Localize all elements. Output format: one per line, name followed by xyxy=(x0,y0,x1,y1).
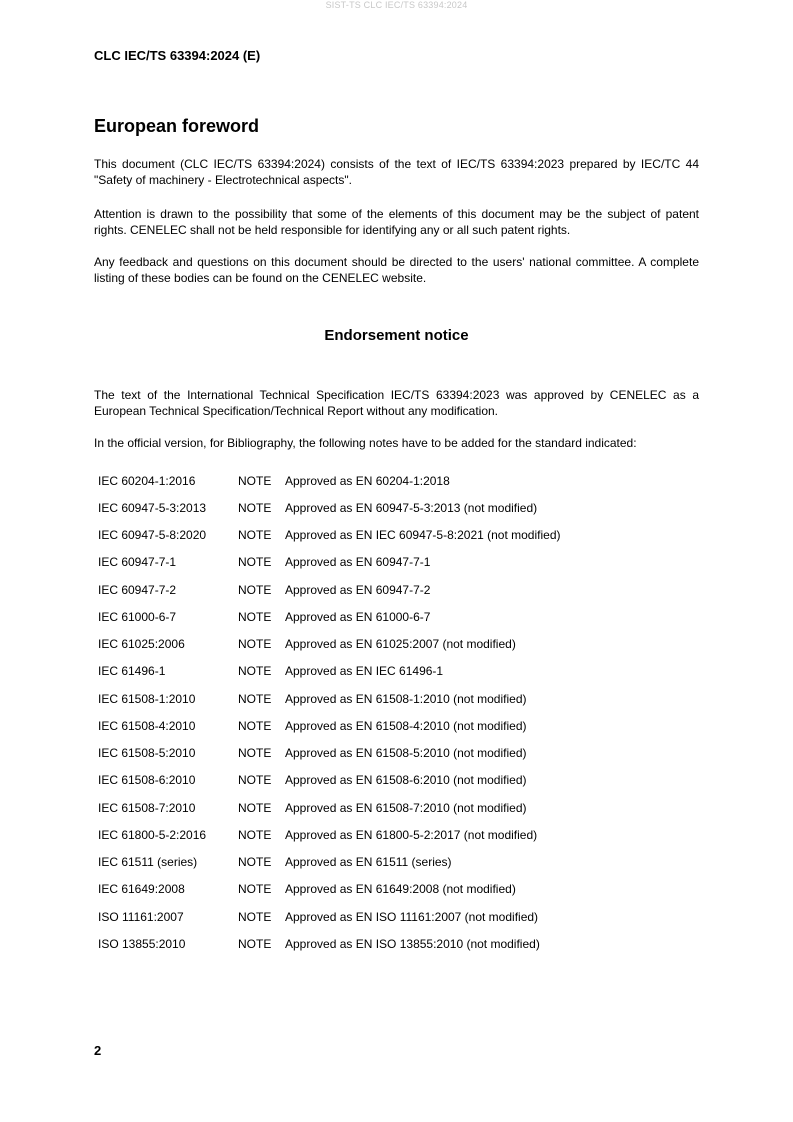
note-label: NOTE xyxy=(238,609,272,624)
table-row xyxy=(94,794,561,821)
note-label: NOTE xyxy=(238,936,272,951)
note-standard: IEC 60947-7-2 xyxy=(98,582,177,597)
endorsement-paragraph-1: The text of the International Technical Specification IEC/TS 63394:2023 was approved by CENELEC as a European Technical Specification/Technical Report without any modification. xyxy=(94,388,699,418)
table-row xyxy=(94,631,561,658)
note-text: Approved as EN 60947-7-2 xyxy=(285,582,431,597)
document-id: CLC IEC/TS 63394:2024 (E) xyxy=(94,48,261,63)
note-standard: ISO 13855:2010 xyxy=(98,936,186,951)
note-standard: IEC 61000-6-7 xyxy=(98,609,177,624)
table-row xyxy=(94,494,561,521)
note-text: Approved as EN 61508-4:2010 (not modified) xyxy=(285,718,527,733)
table-row xyxy=(94,930,561,957)
note-standard: IEC 61800-5-2:2016 xyxy=(98,827,207,842)
note-standard: IEC 60947-5-8:2020 xyxy=(98,528,207,543)
note-label: NOTE xyxy=(238,473,272,488)
table-row xyxy=(94,849,561,876)
note-label: NOTE xyxy=(238,637,272,652)
note-standard: IEC 61649:2008 xyxy=(98,882,185,897)
endorsement-paragraph-2: In the official version, for Bibliography, the following notes have to be added for the standard indicated: xyxy=(94,436,637,450)
note-label: NOTE xyxy=(238,882,272,897)
note-text: Approved as EN 61511 (series) xyxy=(285,855,452,870)
note-text: Approved as EN 61508-6:2010 (not modified) xyxy=(285,773,527,788)
note-text: Approved as EN 61649:2008 (not modified) xyxy=(285,882,516,897)
note-text: Approved as EN 61000-6-7 xyxy=(285,609,431,624)
note-text: Approved as EN 60947-7-1 xyxy=(285,555,431,570)
note-text: Approved as EN 60204-1:2018 xyxy=(285,473,450,488)
endorsement-notice-heading: Endorsement notice xyxy=(324,327,469,344)
note-standard: IEC 61508-6:2010 xyxy=(98,773,196,788)
table-row xyxy=(94,658,561,685)
table-row xyxy=(94,576,561,603)
table-row xyxy=(94,767,561,794)
page-number: 2 xyxy=(94,1043,102,1058)
watermark: SIST-TS CLC IEC/TS 63394:2024 xyxy=(325,0,468,10)
note-standard: IEC 60947-5-3:2013 xyxy=(98,500,207,515)
note-standard: IEC 61508-4:2010 xyxy=(98,718,196,733)
table-row xyxy=(94,603,561,630)
note-text: Approved as EN 60947-5-3:2013 (not modified) xyxy=(285,500,538,515)
note-text: Approved as EN 61508-1:2010 (not modified) xyxy=(285,691,527,706)
note-label: NOTE xyxy=(238,909,272,924)
table-row xyxy=(94,467,561,494)
note-label: NOTE xyxy=(238,718,272,733)
note-text: Approved as EN IEC 60947-5-8:2021 (not modified) xyxy=(285,528,561,543)
bibliography-notes-table xyxy=(94,467,561,958)
european-foreword-heading: European foreword xyxy=(94,116,260,136)
table-row xyxy=(94,685,561,712)
note-standard: IEC 60204-1:2016 xyxy=(98,473,196,488)
foreword-paragraph-3: Any feedback and questions on this document should be directed to the users' national committee. A complete listing of these bodies can be found on the CENELEC website. xyxy=(94,255,699,285)
table-row xyxy=(94,712,561,739)
note-label: NOTE xyxy=(238,528,272,543)
note-standard: ISO 11161:2007 xyxy=(98,909,184,924)
note-label: NOTE xyxy=(238,855,272,870)
note-label: NOTE xyxy=(238,746,272,761)
table-row xyxy=(94,821,561,848)
note-label: NOTE xyxy=(238,500,272,515)
note-text: Approved as EN 61508-7:2010 (not modified) xyxy=(285,800,527,815)
foreword-paragraph-2: Attention is drawn to the possibility that some of the elements of this document may be the subject of patent rights. CENELEC shall not be held responsible for identifying any or all such patent rights. xyxy=(94,207,699,237)
note-standard: IEC 61508-5:2010 xyxy=(98,746,196,761)
note-text: Approved as EN 61025:2007 (not modified) xyxy=(285,637,516,652)
table-row xyxy=(94,876,561,903)
note-standard: IEC 61496-1 xyxy=(98,664,166,679)
note-label: NOTE xyxy=(238,664,272,679)
note-standard: IEC 60947-7-1 xyxy=(98,555,177,570)
table-row xyxy=(94,740,561,767)
note-standard: IEC 61508-7:2010 xyxy=(98,800,196,815)
note-label: NOTE xyxy=(238,800,272,815)
table-row xyxy=(94,549,561,576)
note-text: Approved as EN ISO 13855:2010 (not modified) xyxy=(285,936,540,951)
table-row xyxy=(94,522,561,549)
note-label: NOTE xyxy=(238,773,272,788)
note-text: Approved as EN IEC 61496-1 xyxy=(285,664,444,679)
note-text: Approved as EN ISO 11161:2007 (not modified) xyxy=(285,909,539,924)
note-label: NOTE xyxy=(238,555,272,570)
note-standard: IEC 61511 (series) xyxy=(98,855,198,870)
note-label: NOTE xyxy=(238,827,272,842)
note-label: NOTE xyxy=(238,582,272,597)
foreword-paragraph-1: This document (CLC IEC/TS 63394:2024) consists of the text of IEC/TS 63394:2023 prepared by IEC/TC 44 "Safety of machinery - Electrotechnical aspects". xyxy=(94,157,699,187)
note-text: Approved as EN 61800-5-2:2017 (not modified) xyxy=(285,827,538,842)
note-standard: IEC 61025:2006 xyxy=(98,637,185,652)
note-standard: IEC 61508-1:2010 xyxy=(98,691,196,706)
table-row xyxy=(94,903,561,930)
note-label: NOTE xyxy=(238,691,272,706)
note-text: Approved as EN 61508-5:2010 (not modified) xyxy=(285,746,527,761)
